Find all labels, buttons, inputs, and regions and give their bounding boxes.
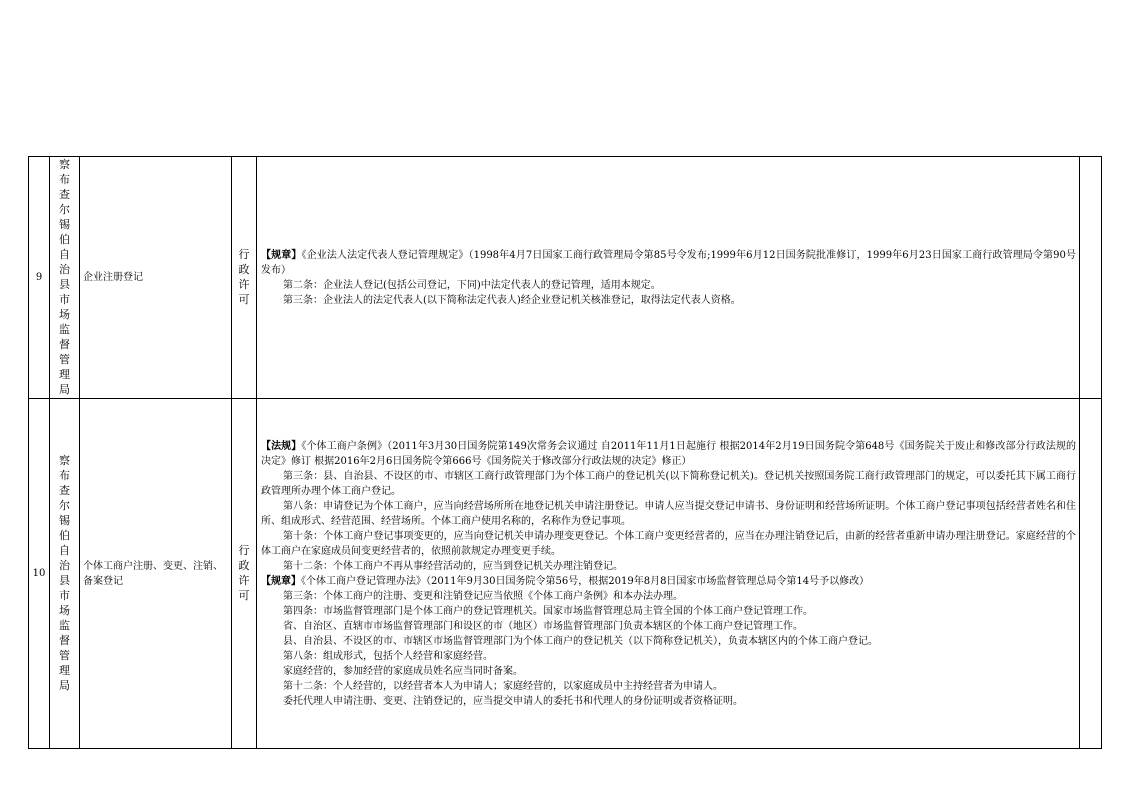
basis-paragraph <box>261 694 1076 709</box>
basis-paragraph <box>261 589 1076 604</box>
item-name-cell: 企业注册登记 <box>80 157 232 399</box>
basis-text: 第四条：市场监督管理部门是个体工商户的登记管理机关。国家市场监督管理总局主管全国的个体工商户登记管理工作。 <box>283 605 813 617</box>
basis-text: 《个体工商户登记管理办法》（2011年9月30日国务院令第56号，根据2019年8月8日国家市场监督管理总局令第14号予以修改） <box>301 575 870 587</box>
basis-text: 第三条：县、自治县、不设区的市、市辖区工商行政管理部门为个体工商户的登记机关(以下简称登记机关)。登记机关按照国务院工商行政管理部门的规定，可以委托其下属工商行政管理所办理个体工商户登记。 <box>261 470 1076 497</box>
basis-text: 《个体工商户条例》（2011年3月30日国务院第149次常务会议通过 自2011年11月1日起施行 根据2014年2月19日国务院令第648号《国务院关于废止和修改部分行政法规的决定》修订 根据2016年2月6日国务院令第666号《国务院关于修改部分行政法规的决定》修正） <box>261 440 1077 467</box>
basis-text: 第二条：企业法人登记(包括公司登记，下同)中法定代表人的登记管理，适用本规定。 <box>283 279 661 291</box>
basis-paragraph <box>261 574 1076 589</box>
basis-paragraph <box>261 248 1076 278</box>
category-cell: 行政许可 <box>238 544 250 602</box>
table-row <box>29 157 1102 399</box>
basis-paragraph <box>261 619 1076 634</box>
basis-paragraph <box>261 649 1076 664</box>
basis-text: 第十二条：个体工商户不再从事经营活动的，应当到登记机关办理注销登记。 <box>283 560 623 572</box>
basis-text: 第十条：个体工商户登记事项变更的，应当向登记机关申请办理变更登记。个体工商户变更经营者的，应当在办理注销登记后，由新的经营者重新申请办理注册登记。家庭经营的个体工商户在家庭成员间变更经营者的，依照前款规定办理变更手续。 <box>261 530 1076 557</box>
remarks-cell <box>1080 399 1102 749</box>
basis-text: 第三条：个体工商户的注册、变更和注销登记应当依照《个体工商户条例》和本办法办理。 <box>283 590 683 602</box>
basis-paragraph <box>261 293 1076 308</box>
basis-paragraph <box>261 604 1076 619</box>
row-number: 10 <box>29 399 50 749</box>
basis-paragraph <box>261 634 1076 649</box>
remarks-cell <box>1080 157 1102 399</box>
table-row <box>29 399 1102 749</box>
basis-tag: 【规章】 <box>261 249 302 261</box>
basis-tag: 【规章】 <box>261 575 301 587</box>
basis-tag: 【法规】 <box>261 440 302 452</box>
department-cell: 察布查尔锡伯自治县市场监督管理局 <box>59 158 70 396</box>
basis-text: 《企业法人法定代表人登记管理规定》（1998年4月7日国家工商行政管理局令第85号令发布;1999年6月12日国务院批准修订，1999年6月23日国家工商行政管理局令第90号发布） <box>261 249 1077 276</box>
basis-paragraph <box>261 278 1076 293</box>
basis-text: 委托代理人申请注册、变更、注销登记的，应当提交申请人的委托书和代理人的身份证明或者资格证明。 <box>283 695 743 707</box>
basis-text: 第八条：申请登记为个体工商户，应当向经营场所所在地登记机关申请注册登记。申请人应当提交登记申请书、身份证明和经营场所证明。个体工商户登记事项包括经营者姓名和住所、组成形式、经营范围、经营场所。个体工商户使用名称的，名称作为登记事项。 <box>261 500 1076 527</box>
regulation-table <box>28 156 1102 749</box>
basis-paragraph <box>261 499 1076 529</box>
basis-text: 家庭经营的，参加经营的家庭成员姓名应当同时备案。 <box>283 665 523 677</box>
basis-paragraph <box>261 469 1076 499</box>
legal-basis-cell <box>257 399 1080 749</box>
basis-paragraph <box>261 679 1076 694</box>
category-cell: 行政许可 <box>238 248 250 306</box>
basis-text: 县、自治县、不设区的市、市辖区市场监督管理部门为个体工商户的登记机关（以下简称登记机关），负责本辖区内的个体工商户登记。 <box>283 635 878 647</box>
basis-paragraph <box>261 529 1076 559</box>
department-cell: 察布查尔锡伯自治县市场监督管理局 <box>59 454 70 692</box>
basis-text: 第三条：企业法人的法定代表人(以下简称法定代表人)经企业登记机关核准登记，取得法定代表人资格。 <box>283 294 741 306</box>
basis-paragraph <box>261 664 1076 679</box>
basis-text: 第八条：组成形式，包括个人经营和家庭经营。 <box>283 650 493 662</box>
basis-paragraph <box>261 559 1076 574</box>
basis-paragraph <box>261 439 1076 469</box>
legal-basis-cell <box>257 157 1080 399</box>
basis-text: 省、自治区、直辖市市场监督管理部门和设区的市（地区）市场监督管理部门负责本辖区的个体工商户登记管理工作。 <box>283 620 803 632</box>
item-name-cell: 个体工商户注册、变更、注销、备案登记 <box>80 399 232 749</box>
basis-text: 第十二条：个人经营的，以经营者本人为申请人；家庭经营的，以家庭成员中主持经营者为申请人。 <box>283 680 723 692</box>
row-number: 9 <box>29 157 50 399</box>
